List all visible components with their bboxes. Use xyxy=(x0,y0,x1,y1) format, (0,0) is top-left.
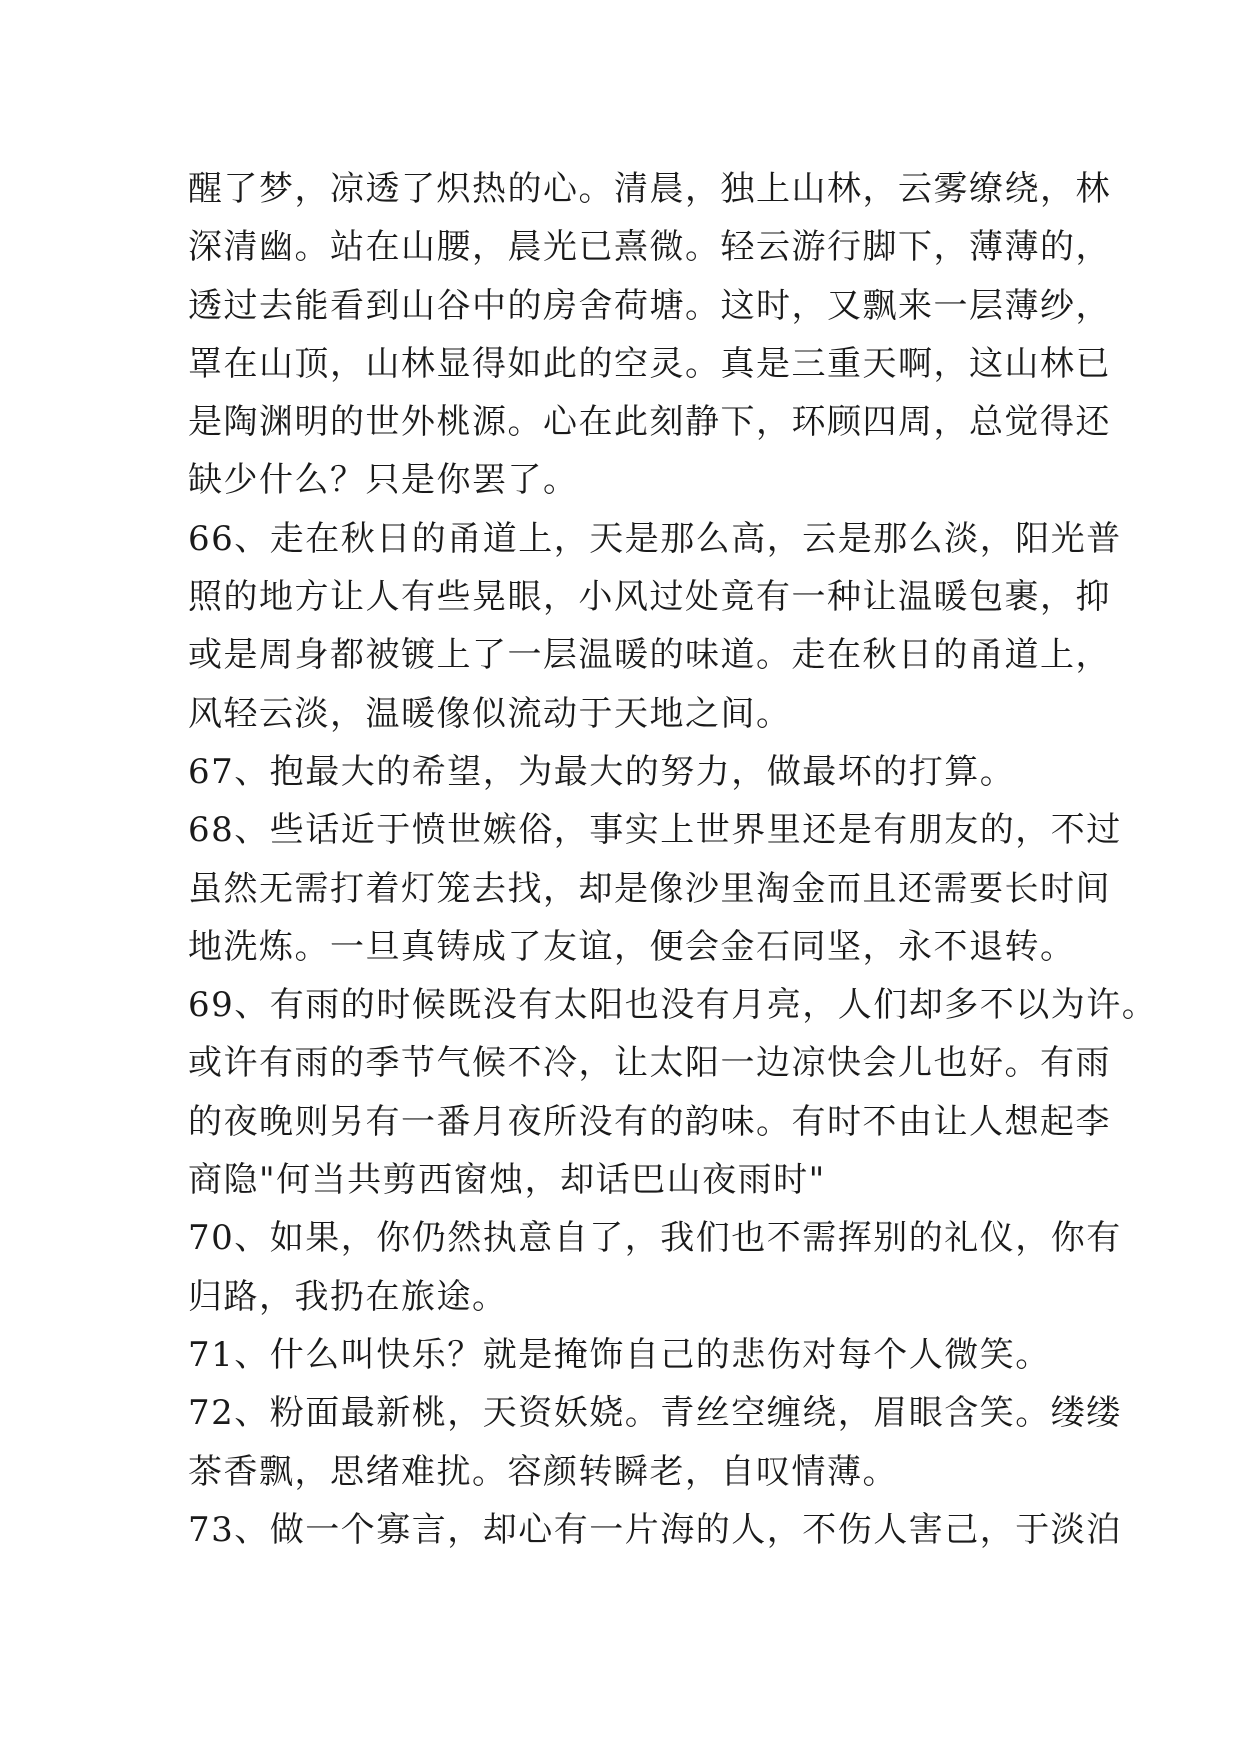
text-line: 是陶渊明的世外桃源。心在此刻静下，环顾四周，总觉得还 xyxy=(188,402,1111,443)
text-line: 罩在山顶，山林显得如此的空灵。真是三重天啊，这山林已 xyxy=(188,343,1111,384)
text-line: 归路，我扔在旅途。 xyxy=(188,1276,508,1317)
body-text xyxy=(188,160,1158,1559)
text-line: 72、粉面最新桃，天资妖娆。青丝空缠绕，眉眼含笑。缕缕 xyxy=(188,1393,1122,1434)
text-line: 69、有雨的时候既没有太阳也没有月亮，人们却多不以为许。 xyxy=(188,985,1158,1026)
text-line: 商隐"何当共剪西窗烛，却话巴山夜雨时" xyxy=(188,1160,826,1201)
text-line: 虽然无需打着灯笼去找，却是像沙里淘金而且还需要长时间 xyxy=(188,868,1111,909)
text-line: 67、抱最大的希望，为最大的努力，做最坏的打算。 xyxy=(188,751,1016,792)
text-line: 风轻云淡，温暖像似流动于天地之间。 xyxy=(188,693,792,734)
text-line: 地洗炼。一旦真铸成了友谊，便会金石同坚，永不退转。 xyxy=(188,926,1076,967)
text-line: 醒了梦，凉透了炽热的心。清晨，独上山林，云雾缭绕，林 xyxy=(188,169,1111,209)
text-line: 或许有雨的季节气候不冷，让太阳一边凉快会儿也好。有雨 xyxy=(188,1043,1111,1084)
text-line: 的夜晚则另有一番月夜所没有的韵味。有时不由让人想起李 xyxy=(188,1101,1111,1142)
text-line: 缺少什么？只是你罢了。 xyxy=(188,460,579,501)
text-line: 68、些话近于愤世嫉俗，事实上世界里还是有朋友的，不过 xyxy=(188,810,1122,851)
text-line: 透过去能看到山谷中的房舍荷塘。这时，又飘来一层薄纱， xyxy=(188,285,1111,326)
text-line: 茶香飘，思绪难扰。容颜转瞬老，自叹情薄。 xyxy=(188,1451,898,1492)
text-line: 71、什么叫快乐？就是掩饰自己的悲伤对每个人微笑。 xyxy=(188,1334,1051,1375)
text-line: 照的地方让人有些晃眼，小风过处竟有一种让温暖包裹，抑 xyxy=(188,577,1111,618)
text-line: 66、走在秋日的甬道上，天是那么高，云是那么淡，阳光普 xyxy=(188,518,1122,559)
text-line: 或是周身都被镀上了一层温暖的味道。走在秋日的甬道上， xyxy=(188,635,1111,676)
text-line: 深清幽。站在山腰，晨光已熹微。轻云游行脚下，薄薄的， xyxy=(188,227,1111,268)
text-line: 73、做一个寡言，却心有一片海的人，不伤人害己，于淡泊 xyxy=(188,1509,1122,1550)
text-line: 70、如果，你仍然执意自了，我们也不需挥别的礼仪，你有 xyxy=(188,1218,1122,1259)
